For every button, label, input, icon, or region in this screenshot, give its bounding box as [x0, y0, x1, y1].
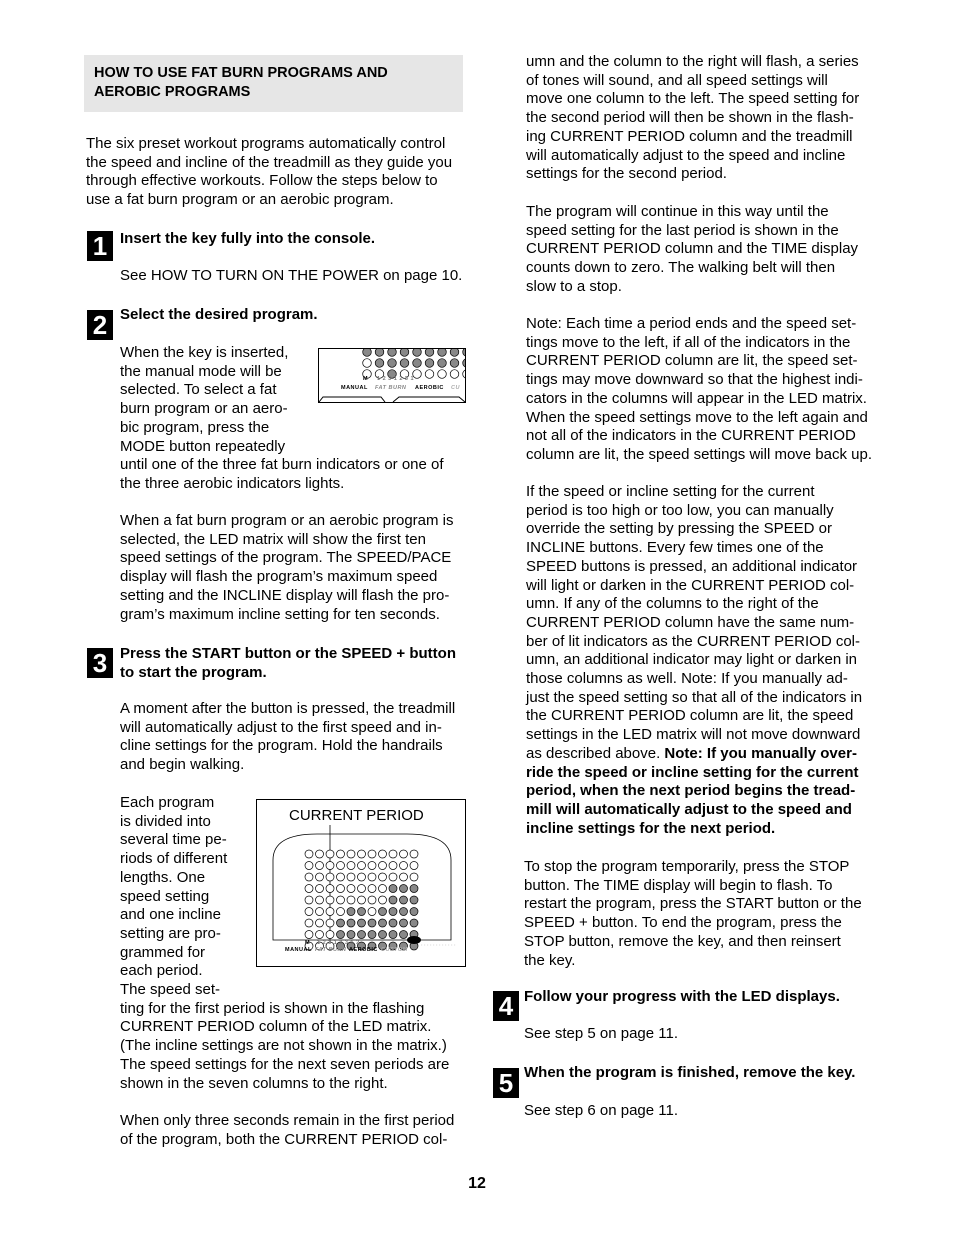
led-indicator — [305, 919, 313, 927]
led-indicator — [425, 349, 434, 356]
fig2-manual-label: MANUAL — [285, 947, 312, 953]
led-indicator — [379, 862, 387, 870]
led-indicator — [337, 931, 345, 939]
led-indicator — [368, 885, 376, 893]
led-indicator — [450, 349, 459, 356]
led-indicator — [316, 885, 324, 893]
led-indicator — [305, 931, 313, 939]
led-indicator — [389, 908, 397, 916]
step-3-paragraph-2: Each program is divided into several time pe- riods of different lengths. One speed setting and one incline setting are pro- grammed for each period. The speed set- ting for the first period is shown in the flashing CURRENT PERIOD column of the LED matrix. (The incline settings are not shown in the matrix.) The speed settings for the next seven periods are shown in the seven columns to the right. — [120, 794, 450, 1092]
led-indicator — [400, 349, 409, 356]
led-indicator — [375, 349, 384, 356]
step-3-paragraph-1: A moment after the button is pressed, the treadmill will automatically adjust to the first speed and in- cline settings for the program. Hold the handrails and begin walking. — [120, 700, 456, 774]
page-number: 12 — [468, 1175, 486, 1192]
right-paragraph-5: To stop the program temporarily, press the STOP button. The TIME display will begin to flash. To restart the program, press the START button or the SPEED + button. To end the program, press the STOP button, remove the key, and then reinsert the key. — [524, 858, 862, 969]
fig1-m-label: M — [363, 376, 369, 382]
led-indicator — [400, 931, 408, 939]
led-indicator — [358, 896, 366, 904]
fig1-button-outline-left — [319, 397, 385, 402]
led-indicator — [438, 370, 447, 379]
led-indicator — [368, 931, 376, 939]
fig1-custom-label: CU — [451, 385, 460, 391]
fig2-aerobic-label: AEROBIC — [349, 947, 378, 953]
led-indicator — [358, 850, 366, 858]
right-paragraph-3: Note: Each time a period ends and the speed set- tings move to the left, if all of the indicators in the CURRENT PERIOD column are lit, the speed set- tings may move downward so that the highest indi- cators in the columns will appear in the LED matrix. When the speed settings move to the left again and not all of the indicators in the CURRENT PERIOD column are lit, the speed settings will move back up. — [526, 315, 873, 463]
led-indicator — [410, 885, 418, 893]
led-indicator — [358, 919, 366, 927]
led-indicator — [316, 919, 324, 927]
step-4-number: 4 — [493, 991, 519, 1021]
led-indicator — [400, 862, 408, 870]
led-indicator — [316, 862, 324, 870]
led-indicator — [363, 359, 372, 368]
led-indicator — [389, 919, 397, 927]
step-2-title: Select the desired program. — [120, 306, 318, 323]
current-period-label: CURRENT PERIOD — [289, 807, 424, 824]
led-indicator — [379, 885, 387, 893]
step-1-body: See HOW TO TURN ON THE POWER on page 10. — [120, 267, 463, 284]
led-indicator — [326, 862, 334, 870]
led-indicator — [337, 850, 345, 858]
led-indicator — [347, 896, 355, 904]
step-1-title: Insert the key fully into the console. — [120, 230, 376, 247]
led-indicator — [326, 931, 334, 939]
led-indicator — [379, 896, 387, 904]
led-indicator — [389, 896, 397, 904]
led-indicator — [326, 908, 334, 916]
led-indicator — [326, 885, 334, 893]
led-indicator — [425, 359, 434, 368]
led-indicator — [413, 359, 422, 368]
led-indicator — [316, 850, 324, 858]
right-paragraph-1: umn and the column to the right will flash, a series of tones will sound, and all speed settings will move one column to the left. The speed setting for the second period will then be shown in the flash- ing CURRENT PERIOD column and the treadmill will automatically adjust to the speed and incline settings for the second period. — [526, 53, 860, 183]
led-indicator — [410, 896, 418, 904]
led-indicator — [375, 359, 384, 368]
led-indicator — [400, 873, 408, 881]
led-indicator — [358, 908, 366, 916]
led-matrix-illustration — [319, 349, 465, 402]
led-indicator — [389, 873, 397, 881]
led-indicator — [326, 850, 334, 858]
led-indicator — [379, 919, 387, 927]
led-indicator — [326, 873, 334, 881]
led-indicator — [388, 359, 397, 368]
led-indicator — [347, 908, 355, 916]
led-indicator — [337, 862, 345, 870]
fig2-custom-label: CUSTOM — [381, 947, 408, 953]
step-5-title: When the program is finished, remove the key. — [524, 1064, 856, 1081]
led-indicator — [400, 359, 409, 368]
led-indicator — [410, 908, 418, 916]
step-3-title: Press the START button or the SPEED + button to start the program. — [120, 645, 456, 681]
fig1-manual-label: MANUAL — [341, 385, 368, 391]
step-4-title: Follow your progress with the LED displays. — [524, 988, 840, 1005]
led-indicator — [305, 873, 313, 881]
fig1-aerobic-label: AEROBIC — [415, 385, 444, 391]
led-indicator — [363, 349, 372, 356]
led-indicator — [389, 931, 397, 939]
led-indicator — [326, 919, 334, 927]
intro-paragraph: The six preset workout programs automatically control the speed and incline of the treadmill as they guide you through effective workouts. Follow the steps below to use a fat burn program or an aerobic program. — [86, 135, 453, 209]
led-indicator — [337, 896, 345, 904]
led-indicator — [410, 873, 418, 881]
step-5-number: 5 — [493, 1068, 519, 1098]
led-indicator — [305, 896, 313, 904]
step-1-number: 1 — [87, 231, 113, 261]
led-indicator — [400, 896, 408, 904]
fig1-fatburn-label: FAT BURN — [375, 385, 407, 391]
led-indicator — [413, 349, 422, 356]
led-indicator — [389, 885, 397, 893]
led-indicator — [368, 919, 376, 927]
led-indicator — [389, 850, 397, 858]
led-indicator — [358, 873, 366, 881]
led-indicator — [379, 931, 387, 939]
led-indicator — [438, 359, 447, 368]
led-indicator — [347, 862, 355, 870]
led-indicator — [379, 908, 387, 916]
led-indicator — [368, 896, 376, 904]
led-indicator — [337, 919, 345, 927]
led-indicator — [316, 873, 324, 881]
led-indicator — [463, 359, 465, 368]
led-indicator — [450, 370, 459, 379]
led-indicator — [400, 885, 408, 893]
led-indicator — [337, 873, 345, 881]
led-indicator — [410, 862, 418, 870]
fig1-button-outline-right — [393, 397, 465, 402]
led-indicator — [463, 349, 465, 356]
step-2-paragraph-1: When the key is inserted, the manual mode will be selected. To select a fat burn program or an aero- bic program, press the MODE button repeatedly until one of the three fat burn indicators or one of the three aerobic indicators lights. — [120, 344, 444, 492]
led-indicator — [463, 370, 465, 379]
led-indicator — [379, 850, 387, 858]
led-indicator — [400, 919, 408, 927]
led-indicator — [400, 908, 408, 916]
step-3-number: 3 — [87, 648, 113, 678]
fig1-number-labels: 1 2 3 1 2 3 1 — [377, 376, 415, 382]
led-indicator — [425, 370, 434, 379]
fig2-fatburn-label: FAT BURN — [315, 947, 347, 953]
led-indicator — [410, 850, 418, 858]
led-indicator — [305, 862, 313, 870]
section-title: HOW TO USE FAT BURN PROGRAMS AND AEROBIC PROGRAMS — [94, 65, 388, 100]
led-indicator — [358, 885, 366, 893]
current-period-figure — [256, 799, 466, 967]
led-indicator — [368, 850, 376, 858]
led-indicator — [388, 349, 397, 356]
led-indicator — [326, 896, 334, 904]
right-paragraph-2: The program will continue in this way until the speed setting for the last period is shown in the CURRENT PERIOD column and the TIME display counts down to zero. The walking belt will then slow to a stop. — [526, 203, 859, 295]
step-3-paragraph-3: When only three seconds remain in the first period of the program, both the CURRENT PERIOD col- — [120, 1112, 455, 1148]
section-header — [84, 55, 463, 112]
led-indicator — [347, 931, 355, 939]
led-matrix-mode-figure — [318, 348, 466, 403]
right-paragraph-4: If the speed or incline setting for the current period is too high or too low, you can manually override the setting by pressing the SPEED or INCLINE buttons. Every few times one of the SPEED buttons is pressed, an additional indicator will light or darken in the CURRENT PERIOD col- umn. If any of the columns to the right of the CURRENT PERIOD column have the same num- ber of lit indicators as the CURRENT PERIOD col- umn, an additional indicator may light or darken in those columns as well. Note: If you manually ad- just the speed setting so that all of the indicators in the CURRENT PERIOD column are lit, the speed settings in the LED matrix will not move downward as described above. Note: If you manually over- ride the speed or incline setting for the current period, when the next period begins the tread- mill will automatically adjust to the speed and incline settings for the next period. — [526, 483, 863, 837]
led-matrix-illustration-large — [257, 800, 465, 966]
step-2-paragraph-2: When a fat burn program or an aerobic program is selected, the LED matrix will show the first ten speed settings of the program. The SPEED/PACE display will flash the program’s maximum speed setting and the INCLINE display will flash the pro- gram’s maximum incline setting for ten seconds. — [120, 512, 454, 623]
led-indicator — [347, 885, 355, 893]
step-2-number: 2 — [87, 310, 113, 340]
led-indicator — [347, 873, 355, 881]
step-4-body: See step 5 on page 11. — [524, 1025, 679, 1042]
led-indicator — [305, 908, 313, 916]
led-indicator — [305, 885, 313, 893]
ifit-logo — [407, 936, 421, 944]
led-indicator — [316, 908, 324, 916]
led-indicator — [368, 873, 376, 881]
led-indicator — [400, 850, 408, 858]
led-indicator — [389, 862, 397, 870]
fig2-number-labels: 1 2 3 1 2 3 1 2 — [317, 940, 360, 946]
led-indicator — [438, 349, 447, 356]
led-indicator — [337, 885, 345, 893]
led-indicator — [358, 931, 366, 939]
step-5-body: See step 6 on page 11. — [524, 1102, 679, 1119]
led-indicator — [316, 931, 324, 939]
led-indicator — [368, 908, 376, 916]
led-indicator — [358, 862, 366, 870]
led-indicator — [316, 896, 324, 904]
fig2-m-label: M — [305, 940, 311, 946]
led-indicator — [379, 873, 387, 881]
led-indicator — [347, 850, 355, 858]
led-indicator — [410, 919, 418, 927]
led-indicator — [347, 919, 355, 927]
led-indicator — [368, 862, 376, 870]
led-indicator — [450, 359, 459, 368]
led-indicator — [305, 850, 313, 858]
led-indicator — [337, 908, 345, 916]
